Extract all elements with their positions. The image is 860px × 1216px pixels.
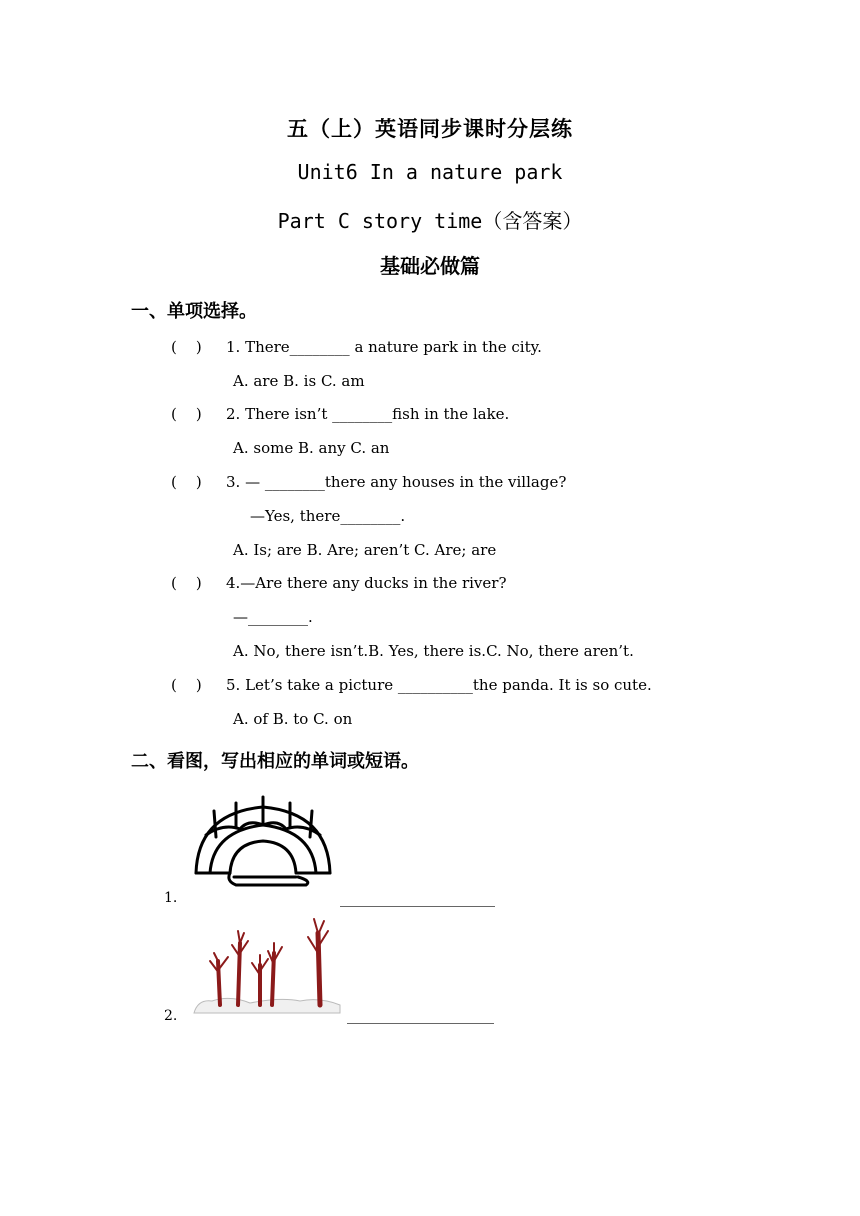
q2-paren: ( ) — [171, 405, 202, 423]
q3-stem: 3. — ________there any houses in the village? — [226, 473, 567, 491]
q4-options: A. No, there isn’t.B. Yes, there is.C. No, there aren’t. — [233, 642, 634, 660]
q3-paren: ( ) — [171, 473, 202, 491]
section2-heading: 二、看图，写出相应的单词或短语。 — [131, 751, 419, 772]
title-cn: 五（上）英语同步课时分层练 — [287, 117, 573, 141]
title-unit: Unit6 In a nature park — [297, 160, 563, 184]
q4-paren: ( ) — [171, 574, 202, 592]
item2-answer-line[interactable] — [347, 1023, 494, 1024]
item2-number: 2. — [164, 1008, 178, 1024]
q2-stem: 2. There isn’t ________fish in the lake. — [226, 405, 510, 423]
q1-stem: 1. There________ a nature park in the city. — [226, 338, 542, 356]
q2-options: A. some B. any C. an — [233, 439, 390, 457]
item1-answer-line[interactable] — [340, 906, 495, 907]
q5-paren: ( ) — [171, 676, 202, 694]
q5-stem: 5. Let’s take a picture __________the panda. It is so cute. — [226, 676, 652, 694]
q4-stem: 4.—Are there any ducks in the river? — [226, 574, 507, 592]
section1-heading: 一、单项选择。 — [131, 301, 257, 322]
q1-paren: ( ) — [171, 338, 202, 356]
trees-picture — [190, 913, 346, 1017]
q5-options: A. of B. to C. on — [233, 710, 353, 728]
q3-reply: —Yes, there________. — [250, 507, 406, 525]
q4-reply: —________. — [233, 608, 313, 626]
bridge-picture — [188, 793, 338, 899]
subtitle: 基础必做篇 — [380, 254, 480, 278]
q3-options: A. Is; are B. Are; aren’t C. Are; are — [233, 541, 497, 559]
title-part: Part C story time（含答案） — [277, 209, 583, 233]
item1-number: 1. — [164, 890, 178, 906]
q1-options: A. are B. is C. am — [233, 372, 365, 390]
